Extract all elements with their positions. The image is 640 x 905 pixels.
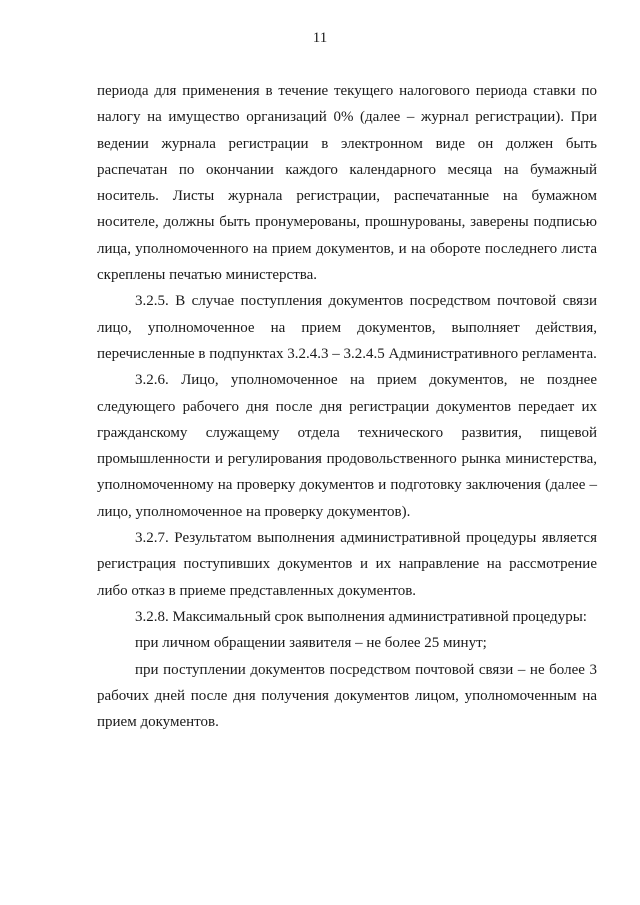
document-body	[97, 78, 597, 735]
paragraph-3-2-7: 3.2.7. Результатом выполнения административной процедуры является регистрация поступивших документов и их направление на рассмотрение либо отказ в приеме представленных документов.	[97, 530, 597, 599]
paragraph-3-2-6: 3.2.6. Лицо, уполномоченное на прием документов, не позднее следующего рабочего дня после дня регистрации документов передает их гражданскому служащему отдела технического развития, пищевой промышленности и регулирования продовольственного рынка министерства, уполномоченному на проверку документов и подготовку заключения (далее – лицо, уполномоченное на проверку документов).	[97, 372, 597, 520]
page-number: 11	[312, 30, 328, 46]
paragraph-3-2-8: 3.2.8. Максимальный срок выполнения административной процедуры:	[135, 608, 587, 625]
paragraph-postal-delivery: при поступлении документов посредством почтовой связи – не более 3 рабочих дней после дня получения документов лицом, уполномоченным на прием документов.	[97, 661, 597, 731]
paragraph-continuation: периода для применения в течение текущего налогового периода ставки по налогу на имущество организаций 0% (далее – журнал регистрации). При ведении журнала регистрации в электронном виде он должен быть распечатан по окончании каждого календарного месяца на бумажный носитель. Листы журнала регистрации, распечатанные на бумажном носителе, должны быть пронумерованы, прошнурованы, заверены подписью лица, уполномоченного на прием документов, и на обороте последнего листа скреплены печатью министерства.	[97, 83, 597, 284]
paragraph-personal-visit: при личном обращении заявителя – не более 25 минут;	[135, 635, 487, 652]
paragraph-3-2-5: 3.2.5. В случае поступления документов посредством почтовой связи лицо, уполномоченное на прием документов, выполняет действия, перечисленные в подпунктах 3.2.4.3 – 3.2.4.5 Административного регламента.	[97, 293, 597, 362]
